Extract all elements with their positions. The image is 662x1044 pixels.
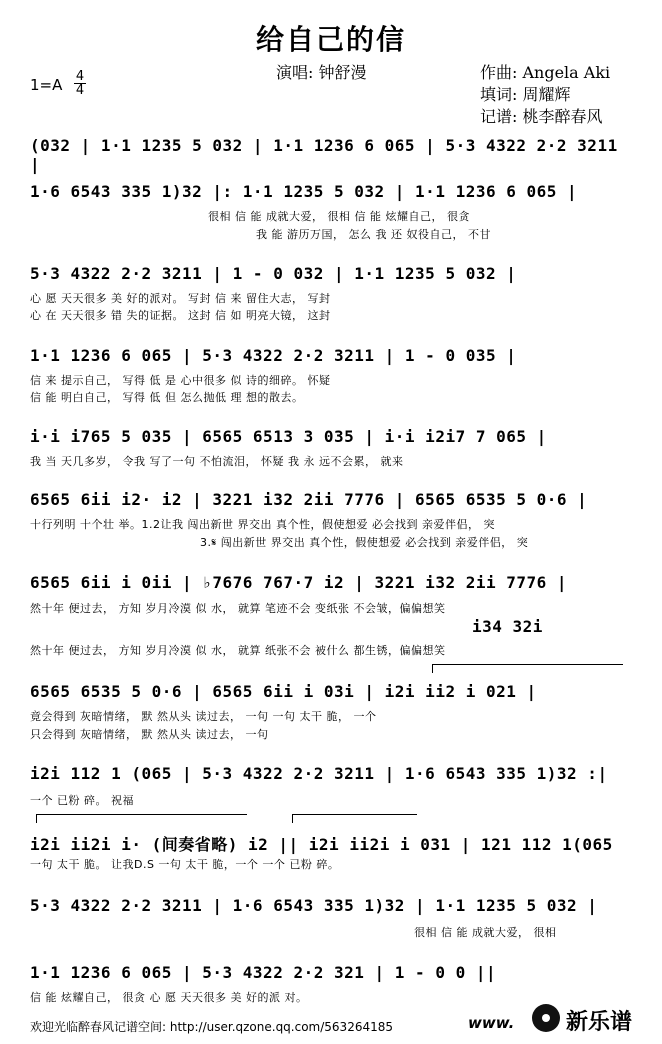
volta-bracket-1 bbox=[432, 664, 623, 673]
score-line-9: i2i 112 1 (065 | 5·3 4322 2·2 3211 | 1·6 6543 335 1)32 :| bbox=[30, 764, 608, 783]
lyricist-credit: 填词: 周耀辉 bbox=[480, 85, 571, 104]
volta-bracket-2 bbox=[36, 814, 247, 823]
song-title: 给自己的信 bbox=[255, 23, 406, 56]
lyric-line: 我 当 天几多岁， 令我 写了一句 不怕流泪， 怀疑 我 永 远不会累， 就来 bbox=[30, 455, 404, 468]
time-bottom: 4 bbox=[75, 83, 85, 98]
composer-credit: 作曲: Angela Aki bbox=[480, 63, 611, 82]
lyric-line: 然十年 便过去， 方知 岁月冷漠 似 水， 就算 纸张不会 被什么 都生锈，偏偏想笑 bbox=[30, 644, 446, 657]
transcriber-credit: 记谱: 桃李醉春风 bbox=[480, 107, 603, 126]
score-line-8: 6565 6535 5 0·6 | 6565 6ii i 03i | i2i ii2 i 021 | bbox=[30, 682, 537, 701]
volta-bracket-3 bbox=[292, 814, 417, 823]
singer-credit: 演唱: 钟舒漫 bbox=[276, 63, 367, 82]
lyric-line: 很相 信 能 成就大爱， 很相 信 能 炫耀自己， 很贪 bbox=[208, 210, 470, 223]
score-line-10: i2i ii2i i· (间奏省略) i2 || i2i ii2i i 031 | 121 112 1(065 bbox=[30, 835, 613, 854]
vinyl-disc-icon bbox=[532, 1004, 560, 1032]
score-line-1: (032 | 1·1 1235 5 032 | 1·1 1236 6 065 | 5·3 4322 2·2 3211 | bbox=[30, 136, 618, 174]
score-line-5: i·i i765 5 035 | 6565 6513 3 035 | i·i i2i7 7 065 | bbox=[30, 427, 547, 446]
lyric-line: 我 能 游历万国， 怎么 我 还 奴役自己， 不甘 bbox=[256, 228, 491, 241]
lyric-line: 信 来 提示自己， 写得 低 是 心中很多 似 诗的细碎。 怀疑 bbox=[30, 374, 331, 387]
lyric-line: 一个 已粉 碎。 祝福 bbox=[30, 794, 134, 807]
score-line-3: 5·3 4322 2·2 3211 | 1 - 0 032 | 1·1 1235 5 032 | bbox=[30, 264, 517, 283]
lyric-line: 十行列明 十个壮 举。1.2让我 闯出新世 界交出 真个性，假使想爱 必会找到 亲爱伴侣， 突 bbox=[30, 518, 495, 531]
alt-notes: i34 32i bbox=[472, 617, 543, 636]
footer-credit: 欢迎光临醉春风记谱空间: http://user.qzone.qq.com/563264185 bbox=[30, 1020, 394, 1034]
lyric-line: 一句 太干 脆。 让我D.S 一句 太干 脆，一个 一个 已粉 碎。 bbox=[30, 858, 340, 871]
lyric-line: 3.𝄋 闯出新世 界交出 真个性，假使想爱 必会找到 亲爱伴侣， 突 bbox=[200, 536, 529, 549]
lyric-line: 心 愿 天天很多 美 好的派对。 写封 信 来 留住大志， 写封 bbox=[30, 292, 331, 305]
lyric-line: 信 能 炫耀自己， 很贪 心 愿 天天很多 美 好的派 对。 bbox=[30, 991, 308, 1004]
lyric-line: 很相 信 能 成就大爱， 很相 bbox=[414, 926, 557, 939]
watermark-text: www. bbox=[468, 1014, 515, 1032]
site-logo: 新乐谱 bbox=[566, 1010, 633, 1035]
time-signature bbox=[74, 70, 86, 97]
score-line-12: 1·1 1236 6 065 | 5·3 4322 2·2 321 | 1 - 0 0 || bbox=[30, 963, 497, 982]
lyric-line: 信 能 明白自己， 写得 低 但 怎么抛低 理 想的散去。 bbox=[30, 391, 304, 404]
score-line-6: 6565 6ii i2· i2 | 3221 i32 2ii 7776 | 6565 6535 5 0·6 | bbox=[30, 490, 588, 509]
score-line-11: 5·3 4322 2·2 3211 | 1·6 6543 335 1)32 | 1·1 1235 5 032 | bbox=[30, 896, 598, 915]
score-line-7: 6565 6ii i 0ii | ♭7676 767·7 i2 | 3221 i32 2ii 7776 | bbox=[30, 573, 568, 592]
key-signature: 1=A bbox=[30, 76, 63, 94]
lyric-line: 竟会得到 灰暗情绪， 默 然从头 读过去， 一句 一句 太干 脆， 一个 bbox=[30, 710, 377, 723]
lyric-line: 然十年 便过去， 方知 岁月冷漠 似 水， 就算 笔迹不会 变纸张 不会皱，偏偏想笑 bbox=[30, 602, 446, 615]
score-line-4: 1·1 1236 6 065 | 5·3 4322 2·2 3211 | 1 - 0 035 | bbox=[30, 346, 517, 365]
score-line-2: 1·6 6543 335 1)32 |: 1·1 1235 5 032 | 1·1 1236 6 065 | bbox=[30, 182, 578, 201]
time-top: 4 bbox=[75, 69, 85, 84]
lyric-line: 心 在 天天很多 错 失的证据。 这封 信 如 明亮大镜， 这封 bbox=[30, 309, 331, 322]
lyric-line: 只会得到 灰暗情绪， 默 然从头 读过去， 一句 bbox=[30, 728, 269, 741]
